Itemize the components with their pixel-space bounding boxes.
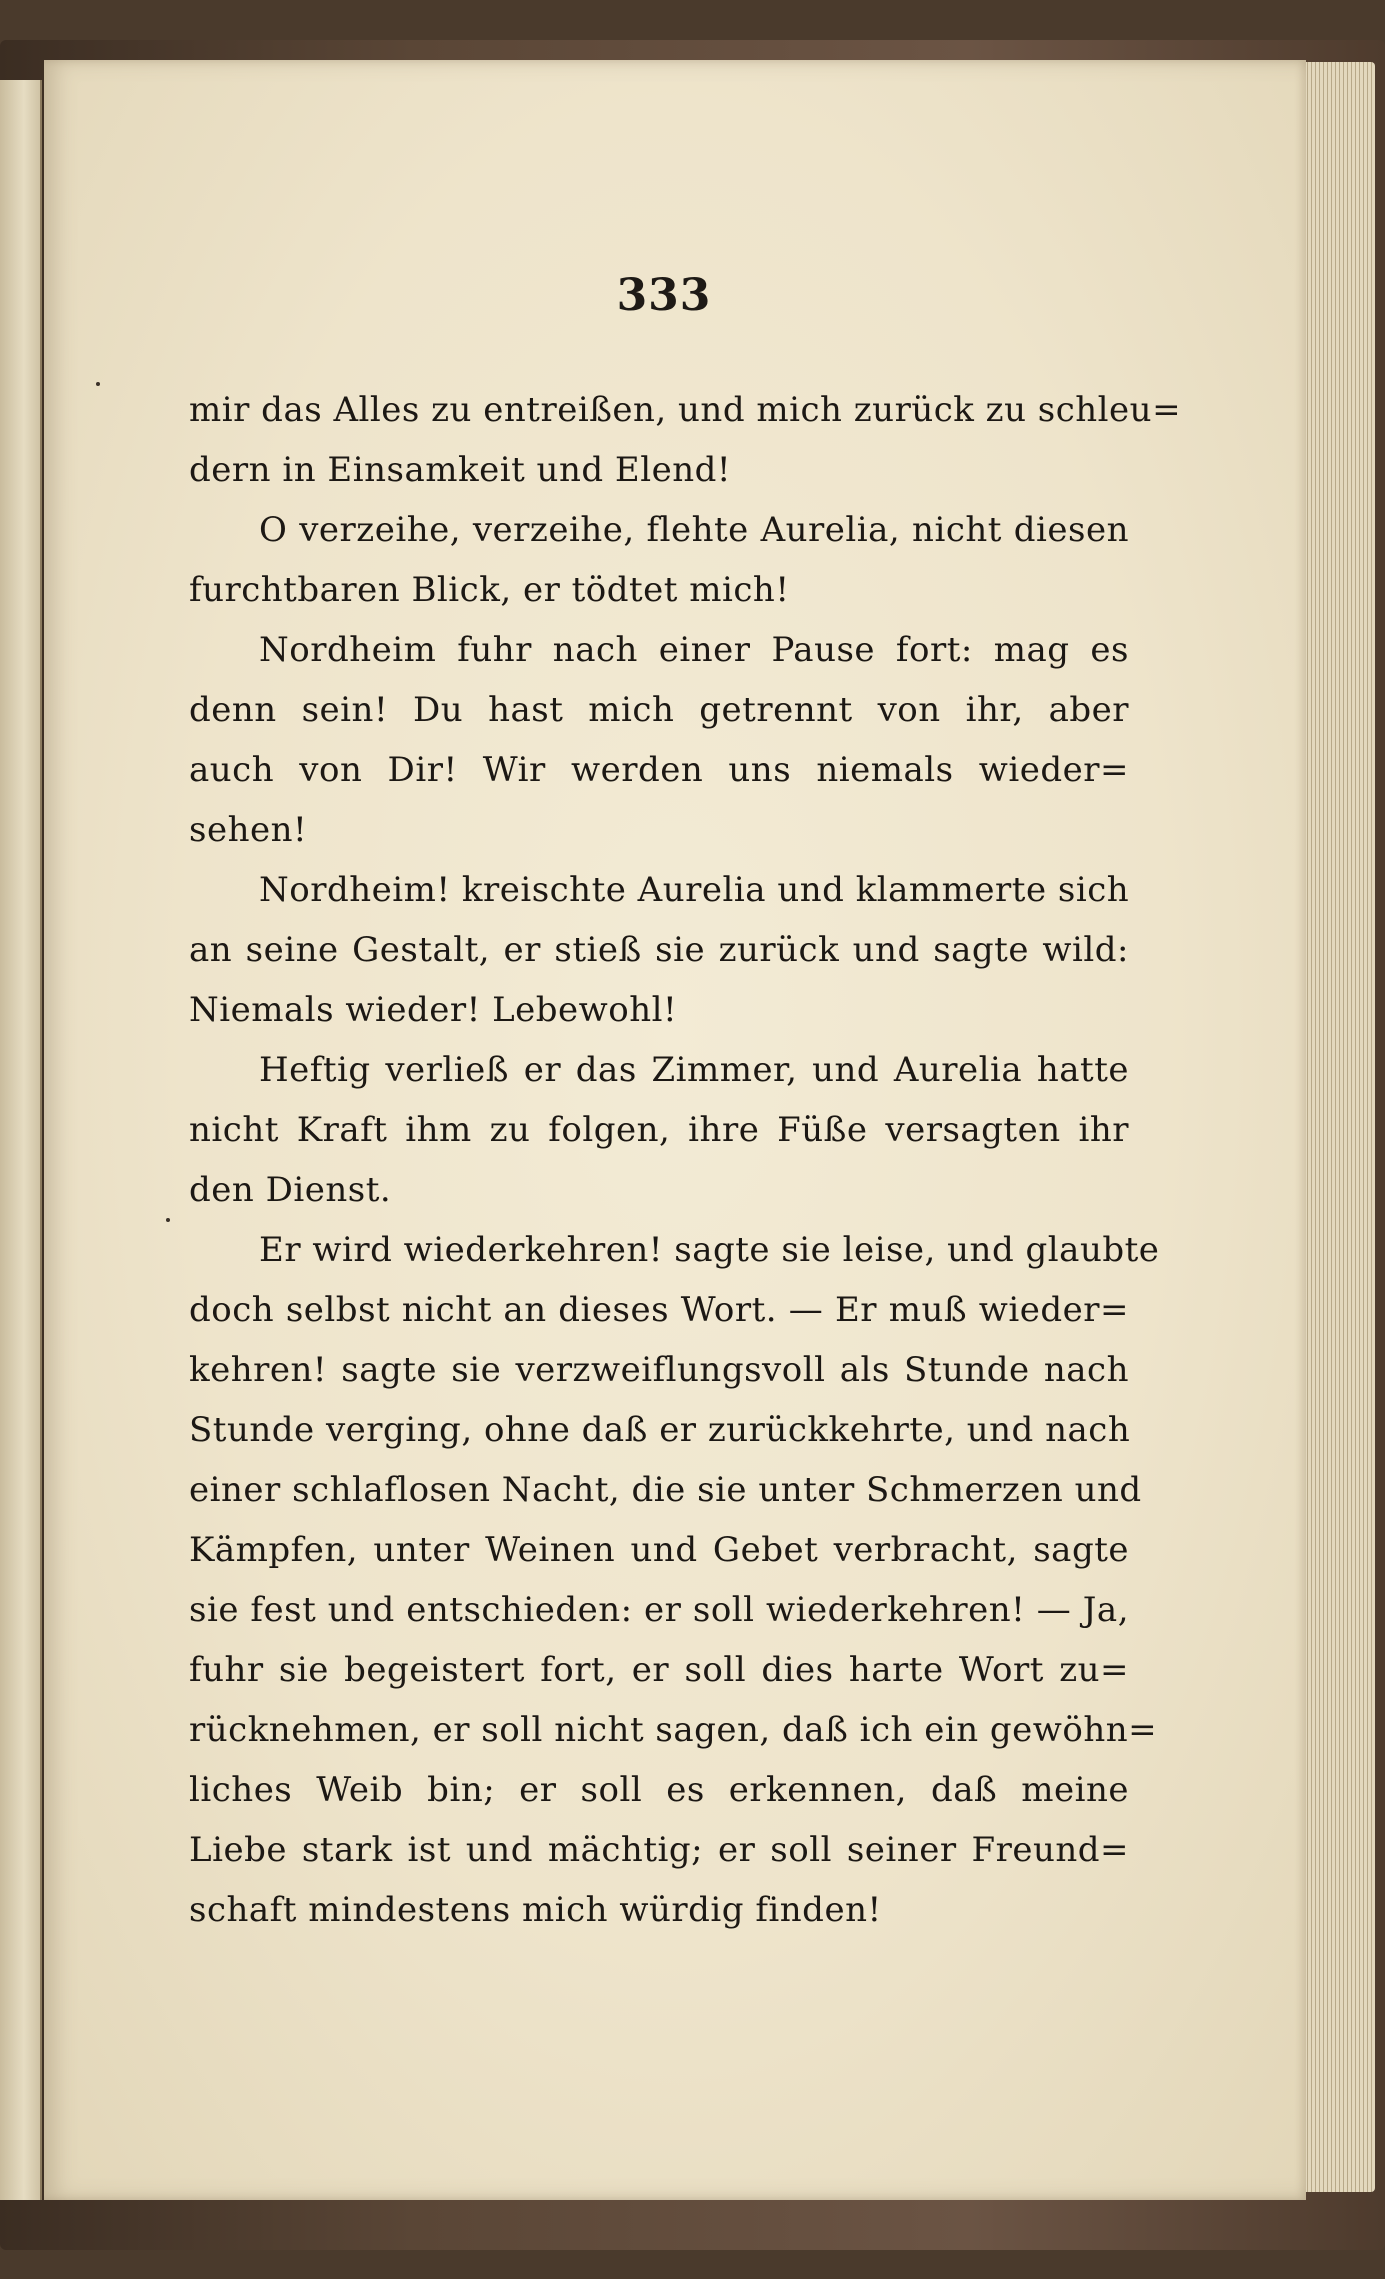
- body-text: [189, 380, 1182, 1940]
- text-line: den Dienst.: [189, 1170, 392, 1210]
- text-line: nicht Kraft ihm zu folgen, ihre Füße versagten ihr: [189, 1110, 1129, 1150]
- page-number: 333: [616, 270, 712, 321]
- book-page: [44, 60, 1306, 2200]
- text-line: Nordheim! kreischte Aurelia und klammerte sich: [259, 870, 1130, 910]
- text-line: Stunde verging, ohne daß er zurückkehrte, und nach: [189, 1410, 1131, 1450]
- previous-page-edge: [0, 80, 42, 2200]
- page-edges: [1300, 62, 1375, 2192]
- text-line: Liebe stark ist und mächtig; er soll seiner Freund=: [189, 1830, 1129, 1870]
- text-line: mir das Alles zu entreißen, und mich zurück zu schleu=: [189, 390, 1182, 430]
- text-line: Er wird wiederkehren! sagte sie leise, und glaubte: [259, 1230, 1160, 1270]
- text-line: liches Weib bin; er soll es erkennen, daß meine: [189, 1770, 1129, 1810]
- text-line: kehren! sagte sie verzweiflungsvoll als Stunde nach: [189, 1350, 1129, 1390]
- text-line: auch von Dir! Wir werden uns niemals wieder=: [189, 750, 1129, 790]
- text-line: sie fest und entschieden: er soll wiederkehren! — Ja,: [189, 1590, 1129, 1630]
- text-line: sehen!: [189, 810, 308, 850]
- text-line: Niemals wieder! Lebewohl!: [189, 990, 678, 1030]
- text-line: Nordheim fuhr nach einer Pause fort: mag es: [259, 630, 1129, 670]
- text-line: Kämpfen, unter Weinen und Gebet verbracht, sagte: [189, 1530, 1129, 1570]
- text-line: schaft mindestens mich würdig finden!: [189, 1890, 882, 1930]
- ink-speck: [96, 382, 100, 386]
- text-line: Heftig verließ er das Zimmer, und Aurelia hatte: [259, 1050, 1129, 1090]
- text-line: denn sein! Du hast mich getrennt von ihr, aber: [189, 690, 1129, 730]
- text-line: furchtbaren Blick, er tödtet mich!: [189, 570, 790, 610]
- text-line: rücknehmen, er soll nicht sagen, daß ich ein gewöhn=: [189, 1710, 1158, 1750]
- text-line: doch selbst nicht an dieses Wort. — Er muß wieder=: [189, 1290, 1129, 1330]
- text-line: O verzeihe, verzeihe, flehte Aurelia, nicht diesen: [259, 510, 1129, 550]
- text-line: an seine Gestalt, er stieß sie zurück und sagte wild:: [189, 930, 1129, 970]
- text-line: einer schlaflosen Nacht, die sie unter Schmerzen und: [189, 1470, 1142, 1510]
- text-line: dern in Einsamkeit und Elend!: [189, 450, 732, 490]
- text-line: fuhr sie begeistert fort, er soll dies harte Wort zu=: [189, 1650, 1129, 1690]
- ink-speck: [166, 1218, 170, 1222]
